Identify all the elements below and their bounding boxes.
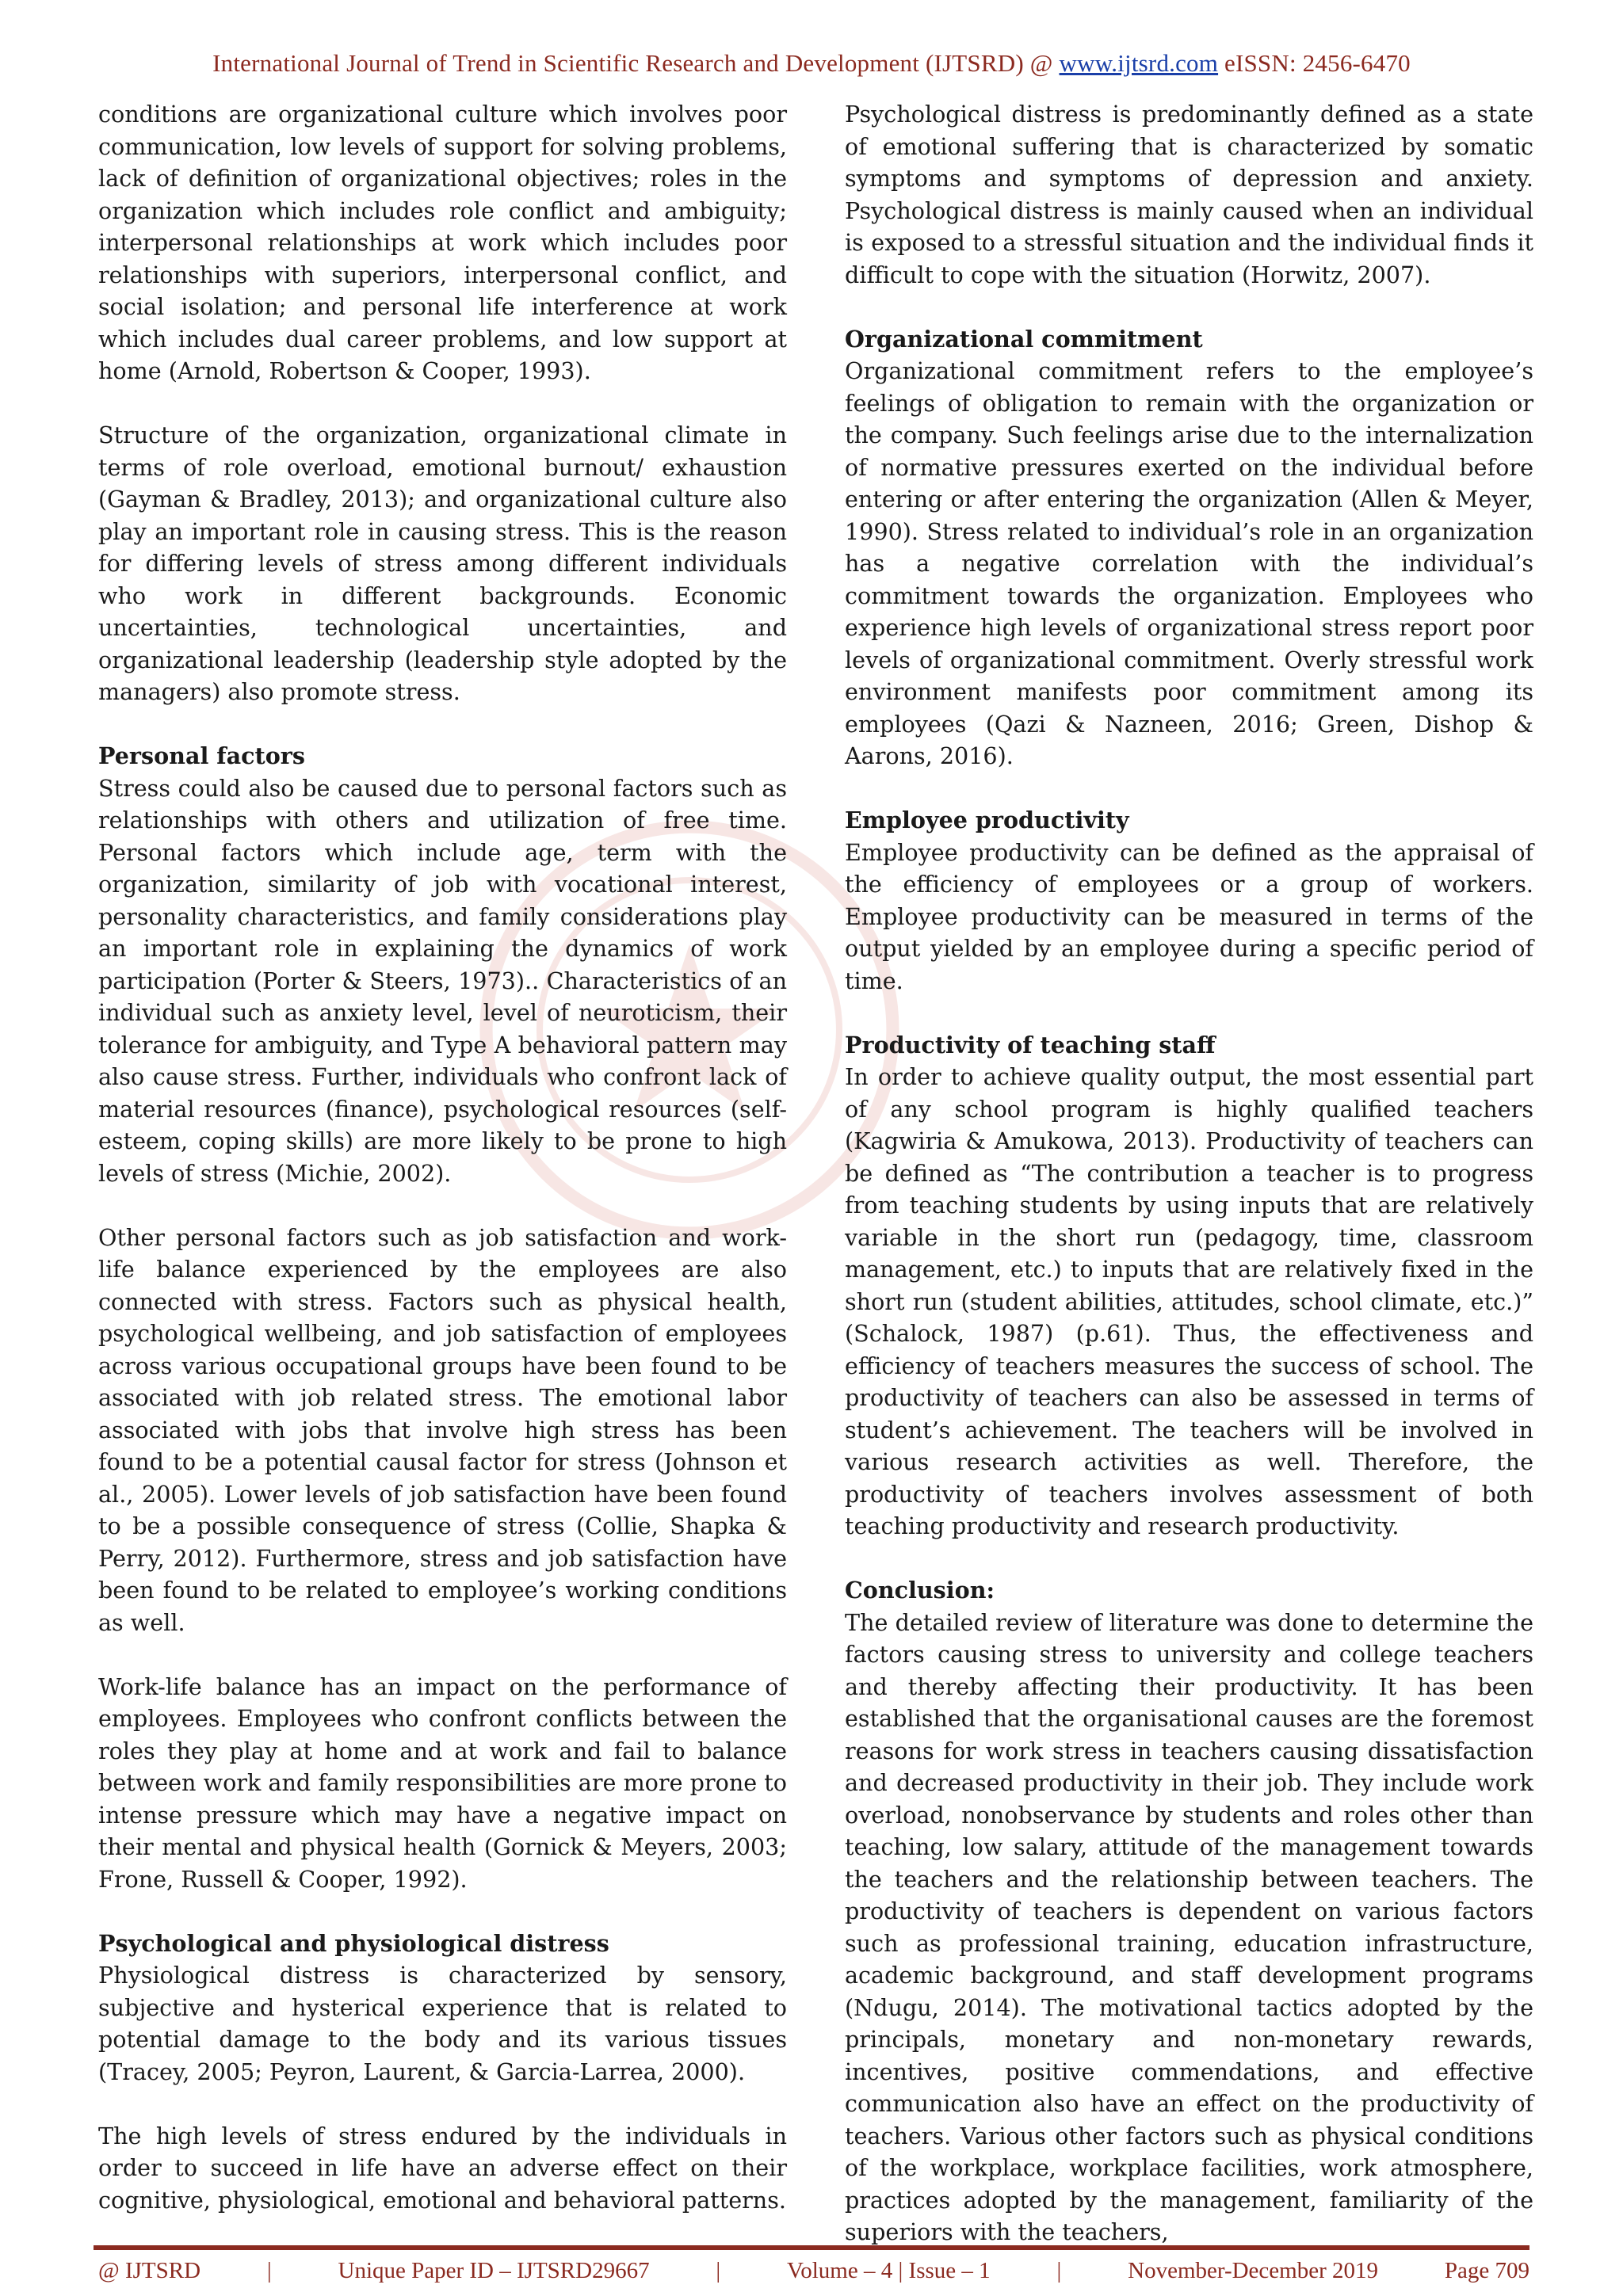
footer-separator: | <box>266 2258 272 2283</box>
paragraph: Other personal factors such as job satisfaction and work-life balance experienced by the employees are also connected with stress. Factors such as physical health, psychological wellbeing, and job satisfaction of employees across various occupational groups have been found to be associated with job related stress. The emotional labor associated with jobs that involve high stress has been found to be a potential causal factor for stress (Johnson et al., 2005). Lower levels of job satisfaction have been found to be a possible consequence of stress (Collie, Shapka & Perry, 2012). Furthermore, stress and job satisfaction have been found to be related to employee’s working conditions as well. <box>98 1223 787 1636</box>
section-heading-organizational-commitment: Organizational commitment <box>845 325 1203 353</box>
paragraph: The high levels of stress endured by the individuals in order to succeed in life have an adverse effect on their cognitive, physiological, emotional and behavioral patterns. <box>98 2122 787 2214</box>
paragraph: Structure of the organization, organizational climate in terms of role overload, emotional burnout/ exhaustion (Gayman & Bradley, 2013); and organizational culture also play an important role in causing stress. This is the reason for differing levels of stress among different individuals who work in different backgrounds. Economic uncertainties, technological uncertainties, and organizational leadership (leadership style adopted by the managers) also promote stress. <box>98 421 787 705</box>
footer-page-number: Page 709 <box>1444 2258 1529 2283</box>
paragraph: Work-life balance has an impact on the performance of employees. Employees who confront conflicts between the roles they play at home and at work and fail to balance between work and family responsibilities are more prone to intense pressure which may have a negative impact on their mental and physical health (Gornick & Meyers, 2003; Frone, Russell & Cooper, 1992). <box>98 1672 787 1893</box>
journal-issn: eISSN: 2456-6470 <box>1218 49 1411 77</box>
paragraph: Physiological distress is characterized by sensory, subjective and hysterical experience that is related to potential damage to the body and its various tissues (Tracey, 2005; Peyron, Laurent, & Garcia-Larrea, 2000). <box>98 1962 787 2085</box>
right-column <box>845 98 1533 2280</box>
running-footer <box>98 2258 1529 2284</box>
left-column <box>98 98 787 2248</box>
section-heading-employee-productivity: Employee productivity <box>845 807 1129 833</box>
footer-date: November-December 2019 <box>1128 2258 1378 2283</box>
paragraph: Organizational commitment refers to the employee’s feelings of obligation to remain with the organization or the company. Such feelings arise due to the internalization of normative pressures exerted on the individual before entering or after entering the organization (Allen & Meyer, 1990). Stress related to individual’s role in an organization has a negative correlation with the individual’s commitment towards the organization. Employees who experience high levels of organizational stress report poor levels of organizational commitment. Overly stressful work environment manifests poor commitment among its employees (Qazi & Nazneen, 2016; Green, Dishop & Aarons, 2016). <box>845 357 1533 769</box>
paragraph: conditions are organizational culture which involves poor communication, low levels of support for solving problems, lack of definition of organizational objectives; roles in the organization which includes role conflict and ambiguity; interpersonal relationships at work which includes poor relationships with superiors, interpersonal conflict, and social isolation; and personal life interference at work which includes dual career problems, and low support at home (Arnold, Robertson & Cooper, 1993). <box>98 101 787 384</box>
paragraph: The detailed review of literature was done to determine the factors causing stress to university and college teachers and thereby affecting their productivity. It has been established that the organisational causes are the foremost reasons for work stress in teachers causing dissatisfaction and decreased productivity in their job. They include work overload, nonobservance by students and roles other than teaching, low salary, attitude of the management towards the teachers and the relationship between teachers. The productivity of teachers is dependent on various factors such as professional training, education infrastructure, academic background, and staff development programs (Ndugu, 2014). The motivational tactics adopted by the principals, monetary and non-monetary rewards, incentives, positive commendations, and effective communication also have an effect on the productivity of teachers. Various other factors such as physical conditions of the workplace, workplace facilities, work atmosphere, practices adopted by the management, familiarity of the superiors with the teachers, <box>845 1608 1533 2245</box>
footer-separator: | <box>716 2258 721 2283</box>
footer-volume-issue: Volume – 4 | Issue – 1 <box>787 2258 991 2283</box>
paragraph: Employee productivity can be defined as the appraisal of the efficiency of employees or a group of workers. Employee productivity can be measured in terms of the output yielded by an employee during a specific period of time. <box>845 838 1533 994</box>
footer-separator: | <box>1056 2258 1062 2283</box>
footer-divider <box>94 2245 1529 2250</box>
paragraph: Stress could also be caused due to personal factors such as relationships with others and utilization of free time. Personal factors which include age, term with the organization, similarity of job with vocational interest, personality characteristics, and family considerations play an important role in explaining the dynamics of work participation (Porter & Steers, 1973).. Characteristics of an individual such as anxiety level, level of neuroticism, their tolerance for ambiguity, and Type A behavioral pattern may also cause stress. Further, individuals who confront lack of material resources (finance), psychological resources (self-esteem, coping skills) are more likely to be prone to high levels of stress (Michie, 2002). <box>98 774 787 1187</box>
paragraph: Psychological distress is predominantly defined as a state of emotional suffering that is characterized by somatic symptoms and symptoms of depression and anxiety. Psychological distress is mainly caused when an individual is exposed to a stressful situation and the individual finds it difficult to cope with the situation (Horwitz, 2007). <box>845 101 1533 288</box>
journal-name: International Journal of Trend in Scientific Research and Development (IJTSRD) @ <box>212 49 1060 77</box>
footer-brand: @ IJTSRD <box>98 2258 201 2283</box>
journal-website-link[interactable]: www.ijtsrd.com <box>1059 49 1219 77</box>
section-heading-teaching-productivity: Productivity of teaching staff <box>845 1031 1216 1058</box>
section-heading-conclusion: Conclusion: <box>845 1577 995 1604</box>
running-header <box>0 49 1623 78</box>
footer-paper-id: Unique Paper ID – IJTSRD29667 <box>338 2258 650 2283</box>
section-heading-personal-factors: Personal factors <box>98 742 305 769</box>
section-heading-psychological-distress: Psychological and physiological distress <box>98 1929 609 1957</box>
paragraph: In order to achieve quality output, the most essential part of any school program is highly qualified teachers (Kagwiria & Amukowa, 2013). Productivity of teachers can be defined as “The contribution a teacher is to progress from teaching students by using inputs that are relatively variable in the short run (pedagogy, time, classroom management, etc.) to inputs that are relatively fixed in the short run (student abilities, attitudes, school climate, etc.)” (Schalock, 1987) (p.61). Thus, the effectiveness and efficiency of teachers measures the success of school. The productivity of teachers can also be assessed in terms of student’s achievement. The teachers will be involved in various research activities as well. Therefore, the productivity of teachers involves assessment of both teaching productivity and research productivity. <box>845 1063 1533 1539</box>
